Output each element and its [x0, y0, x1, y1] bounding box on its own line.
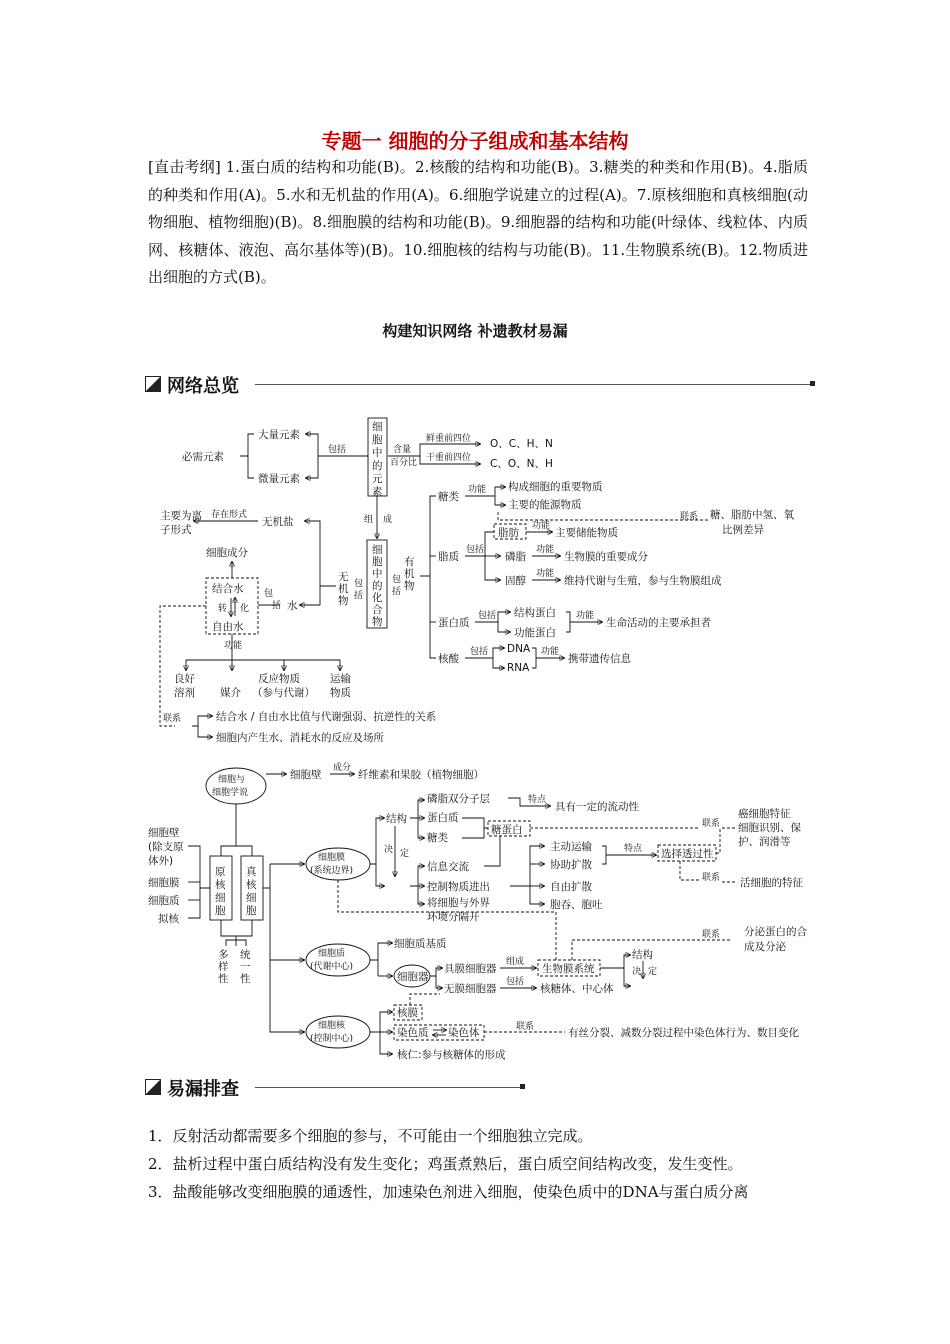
label: 主要储能物质: [555, 527, 618, 539]
char: 的: [372, 580, 383, 592]
char: 无: [338, 571, 349, 583]
label: 蛋白质: [438, 617, 470, 629]
label: DNA: [507, 643, 531, 655]
label: 维持代谢与生殖，参与生物膜组成: [564, 575, 722, 587]
char: 统: [240, 949, 251, 961]
label: 携带遗传信息: [568, 653, 631, 665]
label: 无膜细胞器: [444, 983, 497, 995]
char: 元: [372, 473, 383, 485]
page-title: 专题一 细胞的分子组成和基本结构: [321, 129, 629, 153]
label: 癌细胞特征: [738, 808, 791, 820]
char: 胞: [372, 434, 383, 446]
label: 主要的能源物质: [508, 499, 582, 511]
list-item: 3．盐酸能够改变细胞膜的通透性，加速染色剂进入细胞，使染色质中的DNA与蛋白质分离: [148, 1183, 749, 1201]
char: 样: [218, 961, 229, 973]
char: 括: [354, 591, 364, 601]
label: 构成细胞的重要物质: [508, 481, 603, 493]
char: 决: [384, 845, 394, 855]
label: 联系: [702, 873, 721, 883]
label: O、C、H、N: [490, 438, 553, 450]
label: 结构: [386, 813, 407, 825]
label: RNA: [507, 662, 530, 674]
label: 含量: [393, 445, 412, 455]
label: 联系: [702, 930, 721, 940]
label: 活细胞的特征: [740, 877, 803, 889]
char: 素: [372, 486, 383, 498]
label: （参与代谢）: [252, 687, 315, 699]
label: 生命活动的主要承担者: [606, 617, 711, 629]
label: 细胞内产生水、消耗水的反应及场所: [216, 732, 384, 744]
label: 成及分泌: [744, 941, 786, 953]
label: 成分: [333, 763, 352, 773]
label: 主动运输: [550, 841, 592, 853]
char: 真: [246, 866, 257, 878]
label: 糖蛋白: [491, 824, 523, 836]
label: 核糖体、中心体: [540, 983, 614, 995]
label: 生物膜的重要成分: [564, 551, 648, 563]
char: 性: [218, 973, 229, 985]
label: 细胞核: [318, 1021, 346, 1031]
cell-structure-map: [148, 761, 807, 1061]
label: 染色质: [397, 1027, 429, 1039]
char: 核: [246, 879, 257, 891]
label: 子形式: [160, 524, 192, 536]
label: 糖、脂肪中氢、氧: [710, 509, 794, 521]
label: 细胞壁: [290, 769, 322, 781]
label: 护、润滑等: [738, 836, 791, 848]
section-header-overview: [145, 374, 820, 396]
char: 物: [338, 595, 349, 607]
label: 运输: [330, 673, 351, 685]
char: 多: [218, 949, 229, 961]
label: 包括: [466, 545, 485, 555]
label: 选择透过性: [661, 848, 714, 860]
label: 溶剂: [174, 687, 195, 699]
label: 成: [383, 515, 393, 525]
label: 蛋白质: [427, 812, 459, 824]
label: 有丝分裂、减数分裂过程中染色体行为、数目变化: [568, 1027, 799, 1039]
char: 原: [215, 866, 226, 878]
label: 胞吞、胞吐: [550, 899, 603, 911]
label: 具有一定的流动性: [555, 801, 639, 813]
char: 核: [215, 879, 226, 891]
label: 固醇: [505, 575, 526, 587]
char: 细: [372, 421, 383, 433]
label: 核酸: [438, 653, 459, 665]
label: 比例差异: [722, 524, 764, 536]
label: 信息交流: [427, 861, 469, 873]
label: 组: [364, 515, 374, 525]
label: 结构: [632, 949, 653, 961]
char: 括: [272, 601, 282, 611]
char: 定: [400, 849, 410, 859]
char: 物: [404, 580, 415, 592]
label: 生物膜系统: [542, 963, 595, 975]
char: 化: [240, 604, 250, 614]
label: 功能: [224, 641, 243, 651]
label: 核膜: [397, 1007, 418, 1019]
label: 染色体: [448, 1027, 480, 1039]
char: 机: [338, 583, 349, 595]
label: 功能: [468, 485, 487, 495]
char: 一: [240, 961, 251, 973]
label: 细胞学说: [212, 788, 249, 798]
label: 脂肪: [498, 527, 519, 539]
char: 细: [215, 892, 226, 904]
label: (除支原: [148, 841, 184, 853]
label: 细胞膜: [148, 877, 180, 889]
section-subtitle: 构建知识网络 补遗教材易漏: [382, 322, 568, 340]
label: (系统边界): [310, 866, 354, 876]
char: 胞: [215, 905, 226, 917]
char: 有: [404, 556, 415, 568]
label: 包括: [328, 445, 347, 455]
char: 化: [372, 592, 383, 604]
label: 百分比: [390, 458, 418, 468]
char: 性: [240, 973, 251, 985]
char: 转: [218, 604, 228, 614]
label: 分泌蛋白的合: [744, 926, 807, 938]
char: 定: [648, 967, 658, 977]
label: 干重前四位: [426, 453, 472, 463]
exam-outline: [直击考纲] 1.蛋白质的结构和功能(B)。2.核酸的结构和功能(B)。3.糖类的种类和作用(B)。4.脂质的种类和作用(A)。5.水和无机盐的作用(A)。6.细胞学说建立的过程(A)。7.原核细胞和真核细胞(动物细胞、植物细胞)(B)。8.细胞膜的结构和功能(B)。9.细胞器的结构和功能(叶绿体、线粒体、内质网、核糖体、液泡、高尔基体等)(B)。10.细胞核的结构与功能(B)。11.生物膜系统(B)。12.物质进出细胞的方式(B)。: [148, 158, 808, 286]
label: 糖类: [438, 491, 459, 503]
char: 胞: [246, 905, 257, 917]
label: 功能蛋白: [514, 627, 556, 639]
label: 细胞与: [218, 775, 246, 785]
label: 水: [287, 600, 298, 612]
char: 细: [372, 544, 383, 556]
label: 鲜重前四位: [426, 434, 472, 444]
char: 机: [404, 568, 415, 580]
label: 拟核: [158, 913, 179, 925]
label: 功能: [536, 569, 555, 579]
label: 微量元素: [258, 473, 300, 485]
label: 体外): [148, 855, 174, 867]
label: 功能: [541, 647, 560, 657]
label: 将细胞与外界: [427, 897, 490, 909]
char: 包: [354, 579, 364, 589]
label: 细胞壁: [148, 827, 180, 839]
cell-elements-box: [372, 421, 383, 498]
label: 包括: [478, 611, 497, 621]
label: 细胞成分: [206, 547, 248, 559]
label: 具膜细胞器: [444, 963, 497, 975]
char: 细: [246, 892, 257, 904]
label: 物质: [330, 687, 351, 699]
label: 结合水: [212, 583, 244, 595]
section-title: 网络总览: [167, 376, 239, 397]
section-title: 易漏排查: [167, 1079, 239, 1100]
cell-compounds-box: [372, 544, 383, 628]
label: (代谢中心): [310, 962, 354, 972]
label: 包括: [470, 647, 489, 657]
label: 协助扩散: [550, 859, 592, 871]
char: 包: [392, 575, 402, 585]
label: 细胞膜: [318, 853, 346, 863]
label: 媒介: [220, 687, 241, 699]
list-item: 1．反射活动都需要多个细胞的参与，不可能由一个细胞独立完成。: [148, 1127, 593, 1145]
label: 特点: [624, 844, 643, 854]
char: 中: [372, 568, 383, 580]
label: 细胞质: [318, 949, 346, 959]
label: 联系: [163, 714, 182, 724]
label: 纤维素和果胶（植物细胞）: [358, 769, 484, 781]
label: 功能: [532, 521, 551, 531]
label: 细胞质: [148, 895, 180, 907]
char: 括: [392, 587, 402, 597]
label: 细胞识别、保: [738, 822, 801, 834]
label: 存在形式: [211, 510, 248, 520]
label: 细胞器: [397, 971, 429, 983]
char: 胞: [372, 556, 383, 568]
label: 控制物质进出: [427, 881, 490, 893]
label: 自由扩散: [550, 881, 592, 893]
label: 联系: [516, 1022, 535, 1032]
char: 合: [372, 604, 383, 616]
label: 反应物质: [258, 673, 300, 685]
label: C、O、N、H: [490, 458, 553, 470]
char: 中: [372, 447, 383, 459]
label: 环境分隔开: [427, 911, 480, 923]
list-item: 2．盐析过程中蛋白质结构没有发生变化；鸡蛋煮熟后，蛋白质空间结构改变，发生变性。: [148, 1155, 743, 1173]
label: 糖类: [427, 832, 448, 844]
label: 必需元素: [182, 451, 224, 463]
label: 磷脂: [505, 551, 526, 563]
char: 的: [372, 460, 383, 472]
label: 脂质: [438, 551, 459, 563]
label: 功能: [536, 545, 555, 555]
char: 决: [632, 967, 642, 977]
label: 大量元素: [258, 429, 300, 441]
label: 结构蛋白: [514, 607, 556, 619]
label: 自由水: [212, 621, 244, 633]
label: 联系: [702, 819, 721, 829]
label: 无机盐: [262, 516, 294, 528]
label: 细胞质基质: [394, 938, 447, 950]
label: 核仁:参与核糖体的形成: [397, 1049, 506, 1061]
label: 联系: [680, 512, 699, 522]
char: 物: [372, 616, 383, 628]
char: 包: [264, 589, 274, 599]
label: 组成: [506, 957, 525, 967]
label: 结合水 / 自由水比值与代谢强弱、抗逆性的关系: [216, 711, 437, 723]
section-header-review: [145, 1077, 530, 1099]
label: (控制中心): [310, 1034, 354, 1044]
molecular-composition-map: [160, 418, 794, 744]
label: 包括: [506, 977, 525, 987]
label: 主要为离: [160, 510, 202, 522]
label: 功能: [576, 611, 595, 621]
label: 磷脂双分子层: [427, 793, 490, 805]
label: 良好: [174, 673, 195, 685]
label: 特点: [528, 795, 547, 805]
